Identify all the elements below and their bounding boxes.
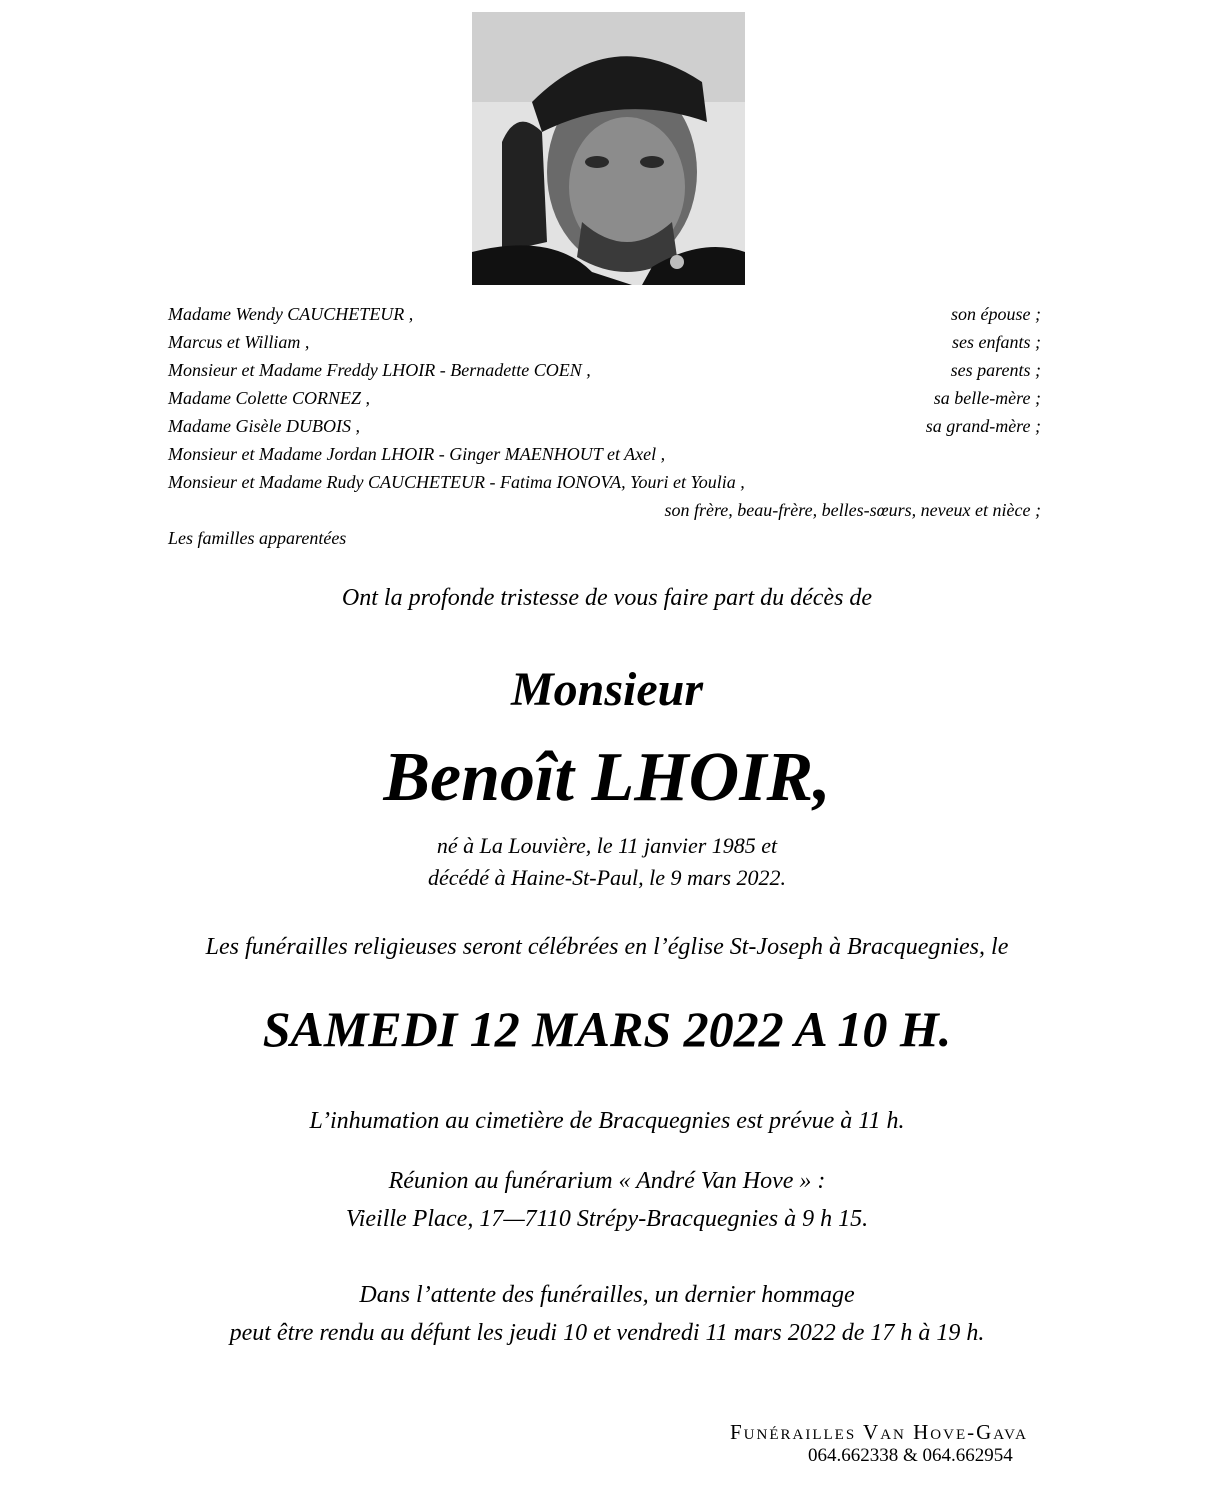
family-row (168, 440, 1041, 468)
family-member: Les familles apparentées (168, 528, 347, 548)
family-member: Madame Colette CORNEZ , (168, 388, 370, 408)
birth-line: né à La Louvière, le 11 janvier 1985 et (436, 833, 778, 858)
family-relation: son frère, beau-frère, belles-sœurs, neveux et nièce ; (664, 500, 1041, 520)
announcement-intro: Ont la profonde tristesse de vous faire part du décès de (341, 585, 873, 611)
funeral-text: Les funérailles religieuses seront célébrées en l’église St-Joseph à Bracquegnies, le (205, 934, 1009, 960)
family-row (168, 300, 1041, 328)
family-member: Madame Wendy CAUCHETEUR , (168, 304, 414, 324)
life-dates (0, 830, 1214, 894)
tribute-line: Dans l’attente des funérailles, un dernier hommage (359, 1282, 855, 1308)
portrait-image (472, 12, 745, 285)
family-member: Monsieur et Madame Rudy CAUCHETEUR - Fatima IONOVA, Youri et Youlia , (168, 472, 745, 492)
family-relation: sa grand-mère ; (925, 416, 1041, 436)
family-row (168, 412, 1041, 440)
burial-text: L’inhumation au cimetière de Bracquegnies est prévue à 11 h. (309, 1108, 905, 1134)
deceased-title: Monsieur (510, 663, 704, 716)
family-member: Monsieur et Madame Freddy LHOIR - Bernadette COEN , (168, 360, 591, 380)
meeting-line: Réunion au funérarium « André Van Hove » : (388, 1168, 826, 1194)
family-row (168, 468, 1041, 496)
family-relation: ses enfants ; (952, 332, 1041, 352)
family-member: Monsieur et Madame Jordan LHOIR - Ginger MAENHOUT et Axel , (168, 444, 666, 464)
family-list (168, 300, 1041, 552)
family-row (168, 356, 1041, 384)
family-row (168, 328, 1041, 356)
family-row (168, 496, 1041, 524)
funeral-home (730, 1420, 1135, 1467)
family-member: Marcus et William , (168, 332, 310, 352)
family-relation: ses parents ; (950, 360, 1041, 380)
meeting-info (0, 1162, 1214, 1238)
family-row (168, 384, 1041, 412)
tribute-info (0, 1276, 1214, 1352)
meeting-address: Vieille Place, 17—7110 Strépy-Bracquegnies à 9 h 15. (345, 1206, 869, 1232)
family-member: Madame Gisèle DUBOIS , (168, 416, 360, 436)
family-row (168, 524, 1041, 552)
family-relation: son épouse ; (951, 304, 1041, 324)
portrait-photo (472, 12, 745, 285)
deceased-name: Benoît LHOIR, (383, 739, 831, 816)
funeral-home-name: Funérailles Van Hove-Gava (730, 1420, 1028, 1444)
death-line: décédé à Haine-St-Paul, le 9 mars 2022. (427, 865, 787, 890)
funeral-date: SAMEDI 12 MARS 2022 A 10 H. (262, 1001, 952, 1057)
tribute-schedule: peut être rendu au défunt les jeudi 10 et vendredi 11 mars 2022 de 17 h à 19 h. (229, 1320, 985, 1346)
funeral-home-phone: 064.662338 & 064.662954 (808, 1445, 1013, 1466)
family-relation: sa belle-mère ; (933, 388, 1041, 408)
